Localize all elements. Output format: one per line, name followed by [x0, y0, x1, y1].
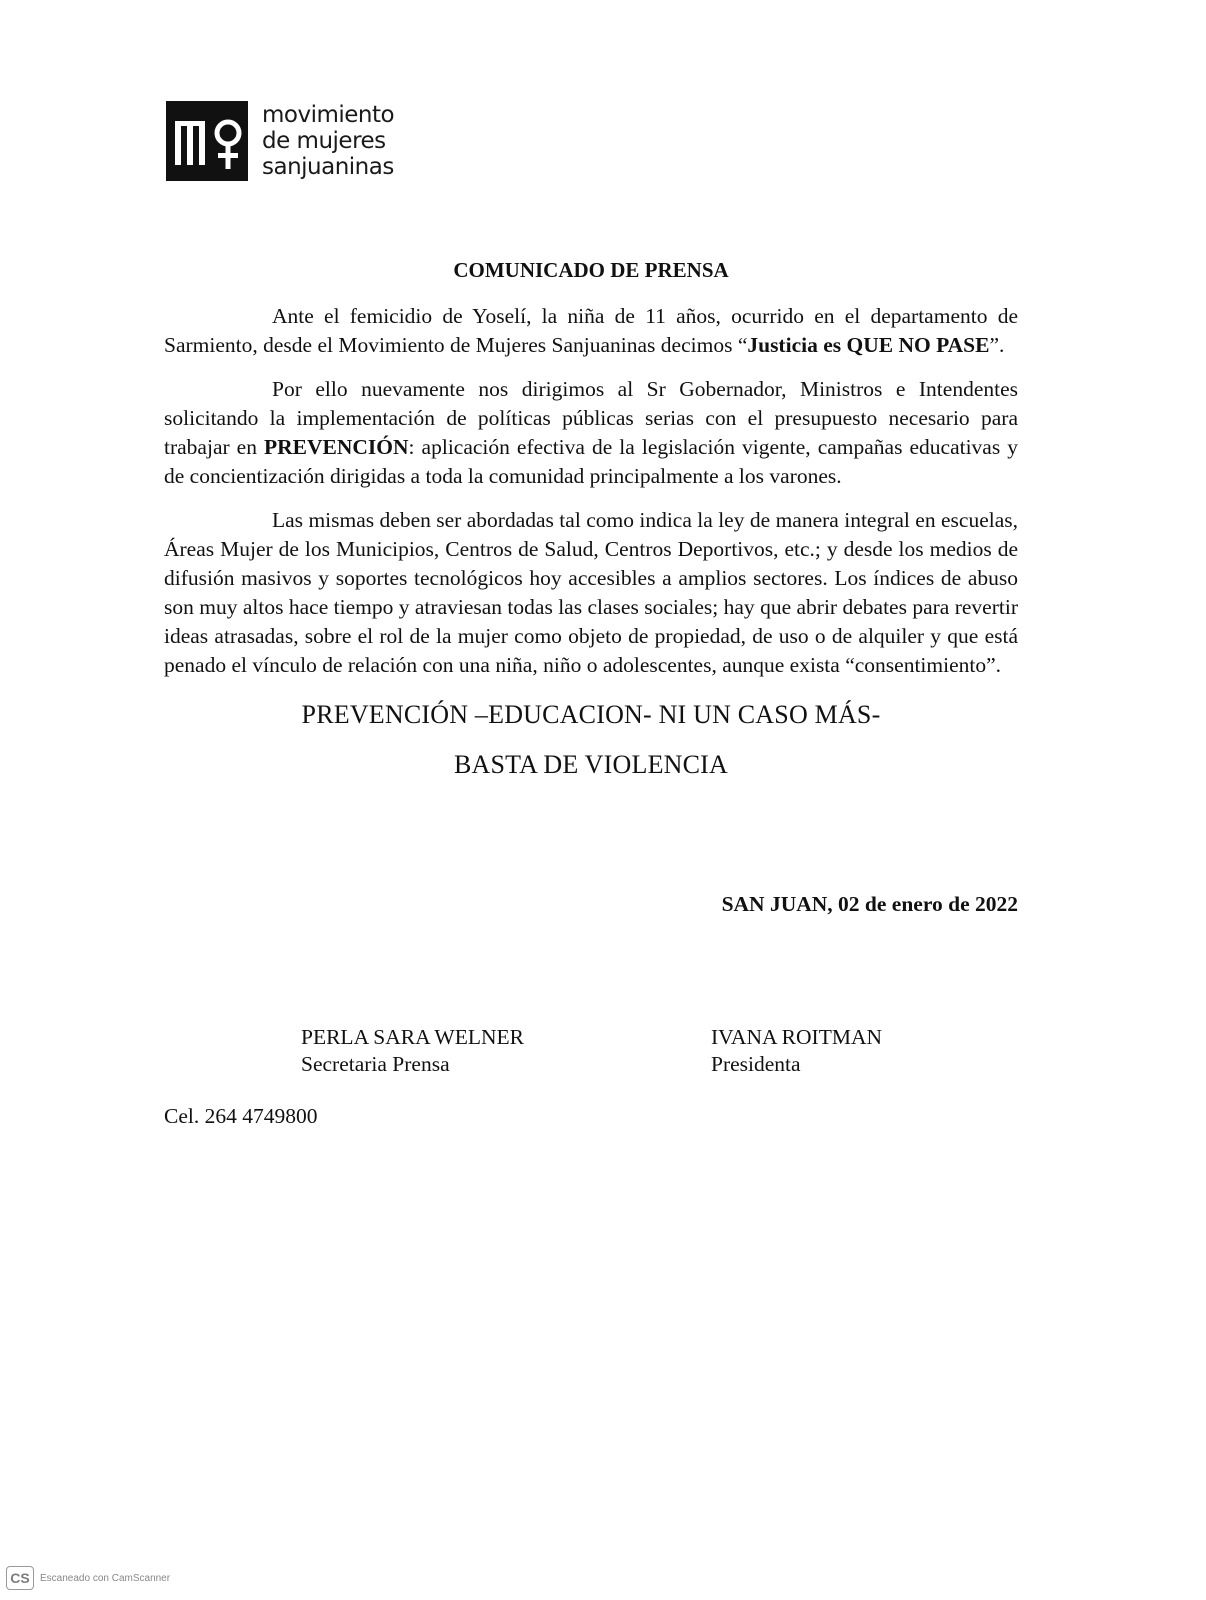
signature-block — [301, 1024, 524, 1078]
signatory-role: Presidenta — [711, 1052, 801, 1076]
paragraph-text: : aplicación efectiva de la legislación vigente, campañas educativas y de concientización dirigidas a toda la comunidad principalmente a los varones. — [164, 435, 1018, 488]
date-line: SAN JUAN, 02 de enero de 2022 — [721, 892, 1018, 916]
logo-line: movimiento — [262, 102, 395, 128]
paragraph-1 — [164, 302, 1018, 360]
signatory-role: Secretaria Prensa — [301, 1052, 450, 1076]
camscanner-icon: CS — [6, 1566, 34, 1590]
paragraph-text: Por ello nuevamente nos dirigimos al Sr Gobernador, Ministros e Intendentes solicitando la implementación de políticas públicas serias con el presupuesto necesario para trabajar en — [164, 377, 1018, 459]
logo-line: de mujeres — [262, 128, 386, 154]
logo-mark-icon — [166, 101, 248, 181]
slogan-line: PREVENCIÓN –EDUCACION- NI UN CASO MÁS- — [301, 700, 881, 729]
signatory-name: IVANA ROITMAN — [711, 1025, 883, 1049]
logo-wordmark — [262, 102, 394, 180]
signatory-name: PERLA SARA WELNER — [301, 1025, 524, 1049]
contact-phone: Cel. 264 4749800 — [164, 1104, 318, 1128]
scanner-text: Escaneado con CamScanner — [40, 1572, 171, 1584]
document-title: COMUNICADO DE PRENSA — [453, 258, 729, 282]
press-release-body — [164, 256, 1018, 780]
paragraph-text: Ante el femicidio de Yoselí, la niña de 11 años, ocurrido en el departamento de Sarmiento, desde el Movimiento de Mujeres Sanjuaninas decimos “ — [164, 304, 1018, 357]
emphasis-text: Justicia es QUE NO PASE — [747, 333, 990, 357]
signature-block — [711, 1024, 882, 1078]
paragraph-2 — [164, 375, 1018, 491]
scanner-watermark — [6, 1566, 170, 1590]
logo-line: sanjuaninas — [262, 154, 394, 180]
paragraph-text: ”. — [989, 333, 1005, 357]
slogan-line: BASTA DE VIOLENCIA — [453, 750, 729, 779]
paragraph-3: Las mismas deben ser abordadas tal como indica la ley de manera integral en escuelas, Áreas Mujer de los Municipios, Centros de Salud, Centros Deportivos, etc.; y desde los medios de difusión masivos y soportes tecnológicos hoy accesibles a amplios sectores. Los índices de abuso son muy altos hace tiempo y atraviesan todas las clases sociales; hay que abrir debates para revertir ideas atrasadas, sobre el rol de la mujer como objeto de propiedad, de uso o de alquiler y que está penado el vínculo de relación con una niña, niño o adolescentes, aunque exista “consentimiento”. — [164, 508, 1018, 677]
emphasis-text: PREVENCIÓN — [264, 435, 409, 459]
organization-logo — [166, 101, 394, 181]
